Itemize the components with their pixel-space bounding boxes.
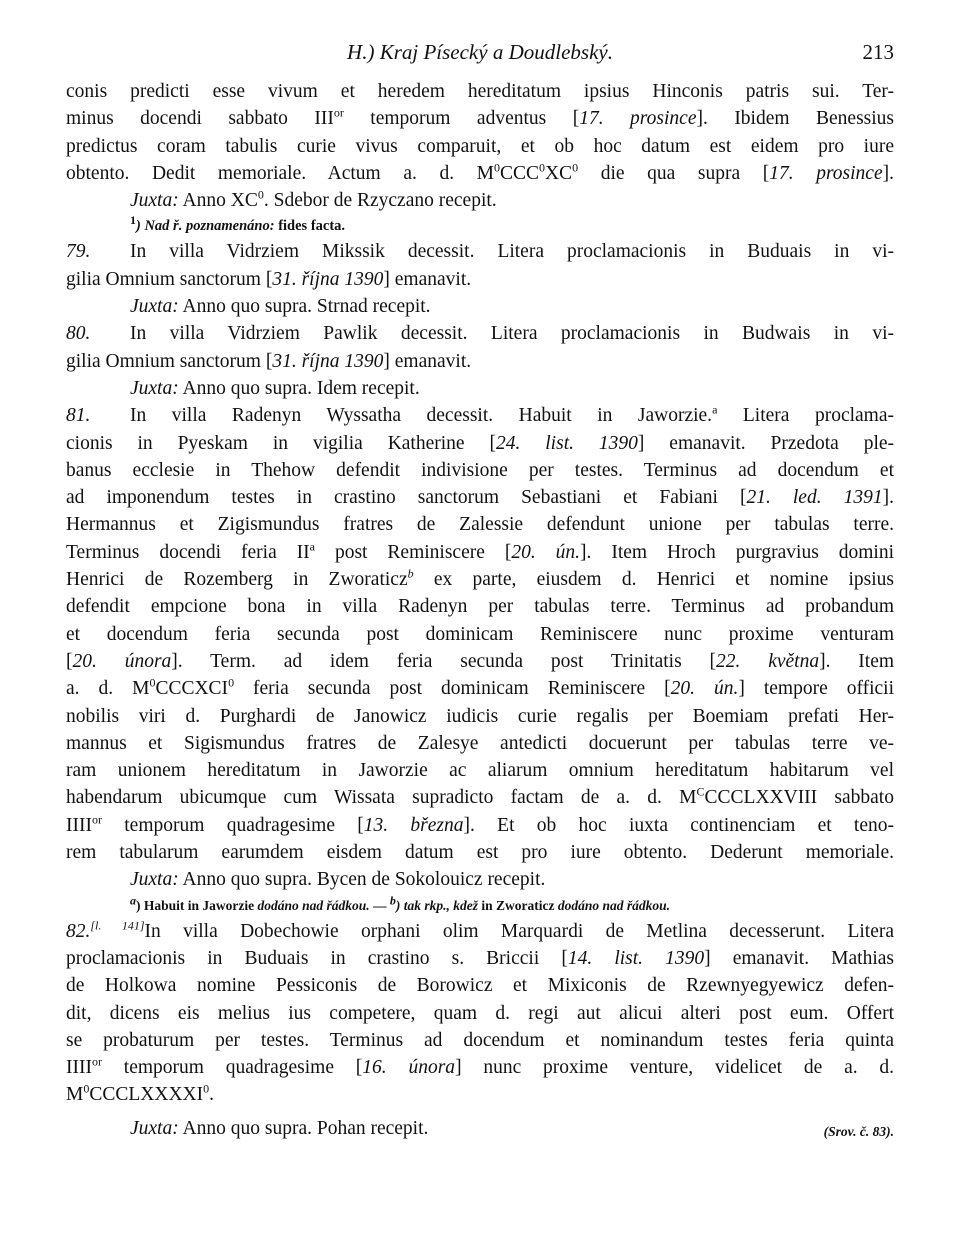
- text-line: proclamacionis in Buduais in crastino s. Briccii [14. list. 1390] emanavit. Mathias: [66, 947, 895, 969]
- text-line: Terminus docendi feria $II^a$ post Reminiscere [20. ún.]. Item Hroch purgravius domini: [66, 539, 894, 563]
- text-line: defendit empcione bona in villa Radenyn per tabulas terre. Terminus ad probandum: [66, 596, 894, 618]
- text-line: ram unionem hereditatum in Jaworzie ac aliarum omnium hereditatum habitarum vel: [66, 760, 894, 782]
- running-header: [66, 40, 894, 78]
- entry-number: 81.: [66, 405, 91, 427]
- text-line: mannus et Sigismundus fratres de Zalesye antedicti docuerunt per tabulas terre ve-: [66, 732, 894, 754]
- text-line: rem tabularum earumdem eisdem datum est pro iure obtento. Dederunt memoriale.: [66, 842, 894, 864]
- footnote: $^a$) Habuit in Jaworzie dodáno nad řádkou. — $^b$) tak rkp., kdež in Zworaticz dodáno nad řádkou.: [130, 893, 671, 913]
- text-line: Hermannus et Zigismundus fratres de Zalessie defendunt unione per tabulas terre.: [66, 514, 894, 536]
- text-line: $IIII^{or}$ temporum quadragesime [16. února] nunc proxime venture, videlicet de a. d.: [66, 1054, 895, 1079]
- text-line: cionis in Pyeskam in vigilia Katherine [24. list. 1390] emanavit. Przedota ple-: [66, 432, 895, 454]
- text-line: $IIII^{or}$ temporum quadragesime [13. března]. Et ob hoc iuxta continenciam et teno-: [66, 812, 894, 836]
- text-line: gilia Omnium sanctorum [31. října 1390] emanavit.: [66, 350, 472, 372]
- juxta-line: Juxta: Anno quo supra. Pohan recepit. (Srov. č. 83).: [66, 1115, 894, 1142]
- entry-81: [66, 402, 894, 917]
- text-line: gilia Omnium sanctorum [31. října 1390] emanavit.: [66, 268, 472, 290]
- text-line: nobilis viri d. Purghardi de Janowicz iudicis curie regalis per Boemiam prefati Her-: [66, 705, 894, 727]
- footnote: $^1$) Nad ř. poznamenáno: fides facta.: [130, 213, 346, 235]
- text-line: se probaturum per testes. Terminus ad docendum et nominandum testes feria quinta: [66, 1029, 894, 1051]
- entry-number: 82.: [66, 920, 91, 942]
- entry-79: [66, 238, 894, 320]
- text-line: et docendum feria secunda post dominicam Reminiscere nunc proxime venturam: [66, 623, 894, 645]
- document-page: [66, 40, 894, 1142]
- entry-82: [66, 918, 894, 1142]
- text-line: 81. In villa Radenyn Wyssatha decessit. Habuit in Jaworzie.$^a$ Litera proclama-: [66, 402, 894, 429]
- text-line: predictus coram tabulis curie vivus comparuit, et ob hoc datum est eidem pro iure: [66, 135, 894, 157]
- text-line: 82.[l. 141]In villa Dobechowie orphani olim Marquardi de Metlina decesserunt. Litera: [66, 918, 894, 942]
- text-line: banus ecclesie in Thehow defendit indivisione per testes. Terminus ad docendum et: [66, 459, 894, 481]
- text-line: obtento. Dedit memoriale. Actum a. d. $M^0CCC^0XC^0$ die qua supra [17. prosince].: [66, 160, 894, 184]
- text-line: ad imponendum testes in crastino sanctorum Sebastiani et Fabiani [21. led. 1391].: [66, 487, 895, 509]
- text-line: conis predicti esse vivum et heredem hereditatum ipsius Hinconis patris sui. Ter-: [66, 81, 894, 102]
- text-line: minus docendi sabbato $III^{or}$ temporum adventus [17. prosince]. Ibidem Benessius: [66, 105, 895, 130]
- text-line: 79. In villa Vidrziem Mikssik decessit. Litera proclamacionis in Buduais in vi-: [66, 238, 894, 265]
- entry-80: [66, 320, 894, 402]
- text-line: [20. února]. Term. ad idem feria secunda post Trinitatis [22. května]. Item: [66, 650, 895, 672]
- juxta-line: Juxta: Anno quo supra. Bycen de Sokolouicz recepit.: [130, 869, 546, 891]
- entry-78-continuation: [66, 78, 894, 238]
- text-line: 80. In villa Vidrziem Pawlik decessit. Litera proclamacionis in Budwais in vi-: [66, 320, 894, 347]
- folio-marker: [l. 141]: [90, 918, 145, 933]
- text-line: Henrici de Rozemberg in Zworaticz$^b$ ex parte, eiusdem d. Henrici et nomine ipsius: [66, 566, 894, 591]
- page-number: 213: [862, 40, 894, 64]
- entry-number: 80.: [66, 323, 91, 345]
- text-line: de Holkowa nomine Pessiconis de Borowicz et Mixiconis de Rzewnyegyewicz defen-: [66, 975, 894, 997]
- juxta-line: Juxta: Anno quo supra. Idem recepit.: [130, 377, 420, 399]
- juxta-line: Juxta: Anno $XC^0$. Sdebor de Rzyczano recepit.: [130, 187, 497, 212]
- text-line: $M^0CCCLXXXXI^0$.: [66, 1081, 214, 1106]
- entry-number: 79.: [66, 241, 91, 263]
- text-line: a. d. $M^0CCCXCI^0$ feria secunda post dominicam Reminiscere [20. ún.] tempore officii: [66, 675, 895, 700]
- header-title: H.) Kraj Písecký a Doudlebský.: [347, 40, 613, 64]
- juxta-line: Juxta: Anno quo supra. Strnad recepit.: [130, 296, 431, 318]
- text-line: dit, dicens eis melius ius competere, quam d. regi aut alicui alteri post eum. Offert: [66, 1002, 894, 1024]
- cross-reference: (Srov. č. 83).: [823, 1123, 894, 1139]
- text-line: habendarum ubicumque cum Wissata supradicto factam de a. d. $M^CCCCLXXVIII$ sabbato: [66, 784, 894, 809]
